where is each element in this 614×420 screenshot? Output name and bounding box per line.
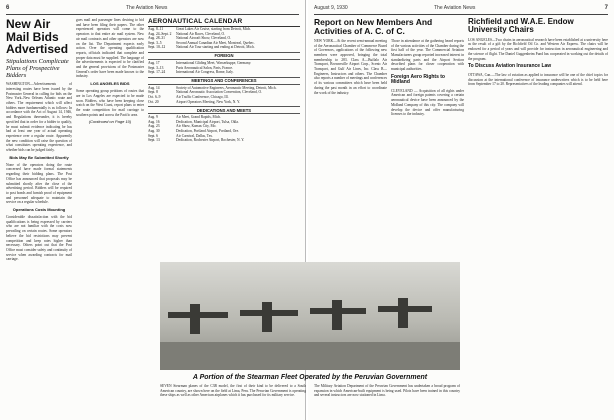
right-page-number: 7 — [604, 5, 608, 11]
air-mail-body: WASHINGTON—Advertisements of interesting routes have been issued by the Postmaster General in calling for bids on the New York–New Orleans Atlantic route and others. The requirement which will affect bidders more fundamentally is as follows: In accordance with the Act of August 14, 1946, and Regulations thereunder, it is hereby specified that in order for a bidder to qualify, he must submit evidence indicating he has had at least one year of actual operating experience over a regular route. Apparently the new condition will raise the question of what constitutes operating experience, and whether bids can be judged fairly. — [6, 82, 72, 153]
chamber-article — [314, 18, 464, 254]
photo-caption-left: SEVEN Stearman planes of the C3B model, the first of their kind to be delivered to a South American country, are shown here on the field at Lima, Peru. The Peruvian Government is operating these ships as well as other American airplanes which it has purchased for its military service. — [160, 384, 306, 398]
calendar-date: Aug. 17 — [148, 60, 160, 65]
continuation-body: goes mail and passenger lines desiring to bid and have been filing their papers. The other experienced operators will come to the operators to that entire air mail system. New air mail contracts and other operators are now on the list. The Department expects early action. Over the operating qualification reports, officials indicated that complete and proper data must be supplied. The language of the advertisements is expected to be clarified and the general provisions of the Postmaster General's order have been made known to the industry. — [76, 18, 144, 79]
airplane-fuselage — [190, 304, 200, 334]
calendar-row — [148, 138, 300, 143]
foreign-rights-subhead: Foreign Aero Rights to Midland — [391, 73, 445, 86]
calendar-date: Aug. 30 — [148, 128, 160, 133]
right-publication-name: The Aviation News — [434, 5, 476, 11]
calendar-meetings-label: MEETINGS AND CONFERENCES — [148, 77, 300, 85]
right-date-line: August 9, 1930 — [314, 5, 348, 11]
calendar-date: Sept. 17–24 — [148, 70, 166, 75]
aeronautical-calendar — [148, 18, 300, 258]
air-mail-body-2: None of the operators doing the route concerned have made formal statements regarding their bidding plans. The Post Office has announced that proposals may be submitted shortly after the close of the advertising period. Bidders will be required to post bonds and furnish proof of equipment and personnel adequate to maintain the service on a regular schedule. — [6, 162, 72, 205]
calendar-dedications — [148, 115, 300, 143]
calendar-event: Second Annual Canadian Air Meet, Montreal, Quebec. — [176, 40, 255, 45]
calendar-event: National Air Tour starting and ending at Detroit, Mich. — [176, 45, 255, 50]
chamber-body-2: Those in attendance at the gathering heard reports of the various activities of the Chamber during the first half of the year. The Commercial Aviation Manufacturers group reported increased interest in standardizing parts and the Airport Section described plans for closer cooperation with municipal authorities. — [391, 38, 464, 72]
airfield-ground — [160, 342, 460, 370]
right-folio — [314, 5, 608, 13]
endowment-headline: Richfield and W.A.E. Endow University Chairs — [468, 18, 574, 35]
calendar-event: International Air Congress, Rome, Italy. — [176, 70, 234, 75]
stearman-fleet-photo — [160, 262, 460, 370]
photo-caption-right: The Military Aviation Department of the Peruvian Government has undertaken a broad program of expansion in which American-built equipment is being used. Pilots have been trained in this country and several instructors are now stationed in Lima. — [314, 384, 460, 398]
calendar-foreign-events — [148, 61, 300, 75]
calendar-meetings — [148, 86, 300, 104]
calendar-foreign-label: FOREIGN — [148, 52, 300, 60]
calendar-row — [148, 70, 300, 75]
calendar-event: Society of Automotive Engineers, Aeronautic Meeting, Detroit, Mich. — [176, 85, 277, 90]
left-folio — [6, 5, 299, 13]
calendar-date: Aug. 16 — [148, 119, 160, 124]
endowment-body: LOS ANGELES—Two chairs in aeronautical research have been established at a university here as the result of a gift by the Richfield Oil Co. and Western Air Express. The chairs will be endowed for a period of years and will provide for instruction in aeronautical engineering and the science of flight. The Daniel Guggenheim Fund has cooperated in working out the details of the program. — [468, 37, 608, 61]
air-mail-body-3: Considerable dissatisfaction with the bid qualifications is being expressed by carriers who are not familiar with the costs now prevailing on certain routes. Some operators believe the bid restrictions may prevent competition and keep rates higher than necessary. Others point out that the Post Office must consider safety and continuity of service when awarding contracts for mail carriage. — [6, 215, 72, 262]
calendar-date: Aug. 8–11 — [148, 27, 164, 31]
calendar-event: Dedication, Rochester Airport, Rochester, N. Y. — [176, 138, 245, 143]
calendar-date: Oct. 20 — [148, 99, 159, 104]
calendar-event: Air Traffic Conference, Chicago, Ill. — [176, 94, 229, 99]
calendar-date: Sept. 3–5 — [148, 40, 162, 45]
calendar-date: Aug. 24–Sept. 2 — [148, 31, 172, 36]
calendar-date: Sept. 10–12 — [148, 45, 166, 50]
calendar-event: Airport Operators Meeting, New York, N. Y. — [176, 99, 240, 104]
air-mail-deck: Stipulations Complicate Plans of Prospective Bidders — [6, 57, 69, 80]
los-angeles-body: Some operating group petitions of routes that are in Los Angeles are expected to be made soon. Bidders, who have been keeping close watch on the West Coast, report plans to enter the route competition for mail carriage to southern points and across the Pacific area. — [76, 89, 144, 117]
calendar-row — [148, 45, 300, 50]
air-mail-article — [6, 18, 72, 414]
calendar-date: Aug. 9 — [148, 115, 158, 120]
air-mail-subhead-2: Operations Costs Mounting — [12, 207, 66, 213]
continued-note: (Continued on Page 10) — [88, 119, 132, 125]
air-mail-headline: New Air Mail Bids Advertised — [6, 18, 69, 57]
calendar-date: Oct. 6–9 — [148, 94, 161, 99]
calendar-event: National Aeronautic Association Convention, Cleveland, O. — [176, 90, 263, 95]
calendar-event: National Aircraft Show, Cleveland, O. — [176, 36, 231, 41]
chamber-body: NEW YORK—At the recent semi-annual meeting of the Aeronautical Chamber of Commerce Board of Governors, applications of the following new members were approved, bringing the total membership to 283. Class A—Buffalo Air Transport, Brownsville Airport Corp., Scenic Air Transport, and Gulf Air Lines, Inc. Class B—Engineers, Instructors and others. The Chamber also reports a number of meetings and conferences of its various committees which have been held during the past month in an effort to coordinate the work of the industry. — [314, 38, 387, 95]
left-page-number: 6 — [6, 5, 10, 11]
foreign-rights-body: CLEVELAND — Acquisition of all rights under American and foreign patents covering a certain aeronautical device have been announced by the Midland Company of this city. The company will develop the device and offer manufacturing licenses to the industry. — [391, 88, 464, 117]
left-header-rule — [6, 14, 299, 15]
right-header-rule — [314, 14, 608, 15]
chamber-headline: Report on New Members And Activities of A. C. of C. — [314, 18, 433, 36]
calendar-dedications-label: DEDICATIONS AND MEETS — [148, 106, 300, 114]
calendar-event: National Air Races, Cleveland, O. — [176, 31, 226, 36]
endowment-article — [468, 18, 608, 254]
airplane-fuselage — [332, 300, 342, 330]
calendar-events — [148, 27, 300, 50]
airplane-fuselage — [262, 302, 272, 332]
calendar-event: Dedication, Portland Airport, Portland, Ore. — [176, 128, 240, 133]
calendar-row — [148, 100, 300, 105]
calendar-date: Aug. 14 — [148, 85, 160, 90]
calendar-event: Paris Aeronautical Salon, Paris, France. — [176, 65, 233, 70]
left-publication-name: The Aviation News — [126, 5, 168, 11]
calendar-date: Sept. 6 — [148, 133, 158, 138]
airplane-fuselage — [398, 298, 408, 328]
insurance-body: OTTAWA, Can.—The law of aviation as applied to insurance will be one of the chief topics for discussion at the international conference of insurance underwriters which is to be held here from September 17 to 20. Representatives of the leading companies will attend. — [468, 72, 608, 87]
calendar-date: Aug. 28–31 — [148, 36, 165, 41]
calendar-title: AERONAUTICAL CALENDAR — [148, 18, 300, 27]
calendar-event: Air Meet, Grand Rapids, Mich. — [176, 115, 222, 120]
calendar-event: Air Carnival, Dallas, Tex. — [176, 133, 214, 138]
air-mail-subhead: Bids May Be Submitted Shortly — [9, 154, 69, 160]
calendar-date: Aug. 23 — [148, 124, 160, 129]
insurance-subhead: To Discuss Aviation Insurance Law — [468, 63, 552, 70]
calendar-date: Sept. 8 — [148, 90, 158, 95]
calendar-event: Great Lakes Air Cruise, starting from Detroit, Mich. — [176, 27, 252, 31]
calendar-date: Sept. 13 — [148, 138, 160, 143]
air-mail-continuation — [76, 18, 144, 258]
los-angeles-subhead: LOS ANGELES BIDS — [90, 81, 130, 87]
calendar-date: Sept. 3–13 — [148, 65, 164, 70]
calendar-event: International Gliding Meet, Wasserkuppe, Germany. — [176, 60, 252, 65]
calendar-event: Air Show, Kansas City, Mo. — [176, 124, 217, 129]
photo-title: A Portion of the Stearman Fleet Operated by the Peruvian Government — [192, 374, 428, 381]
calendar-event: Dedication, Municipal Airport, Tulsa, Okla. — [176, 119, 239, 124]
